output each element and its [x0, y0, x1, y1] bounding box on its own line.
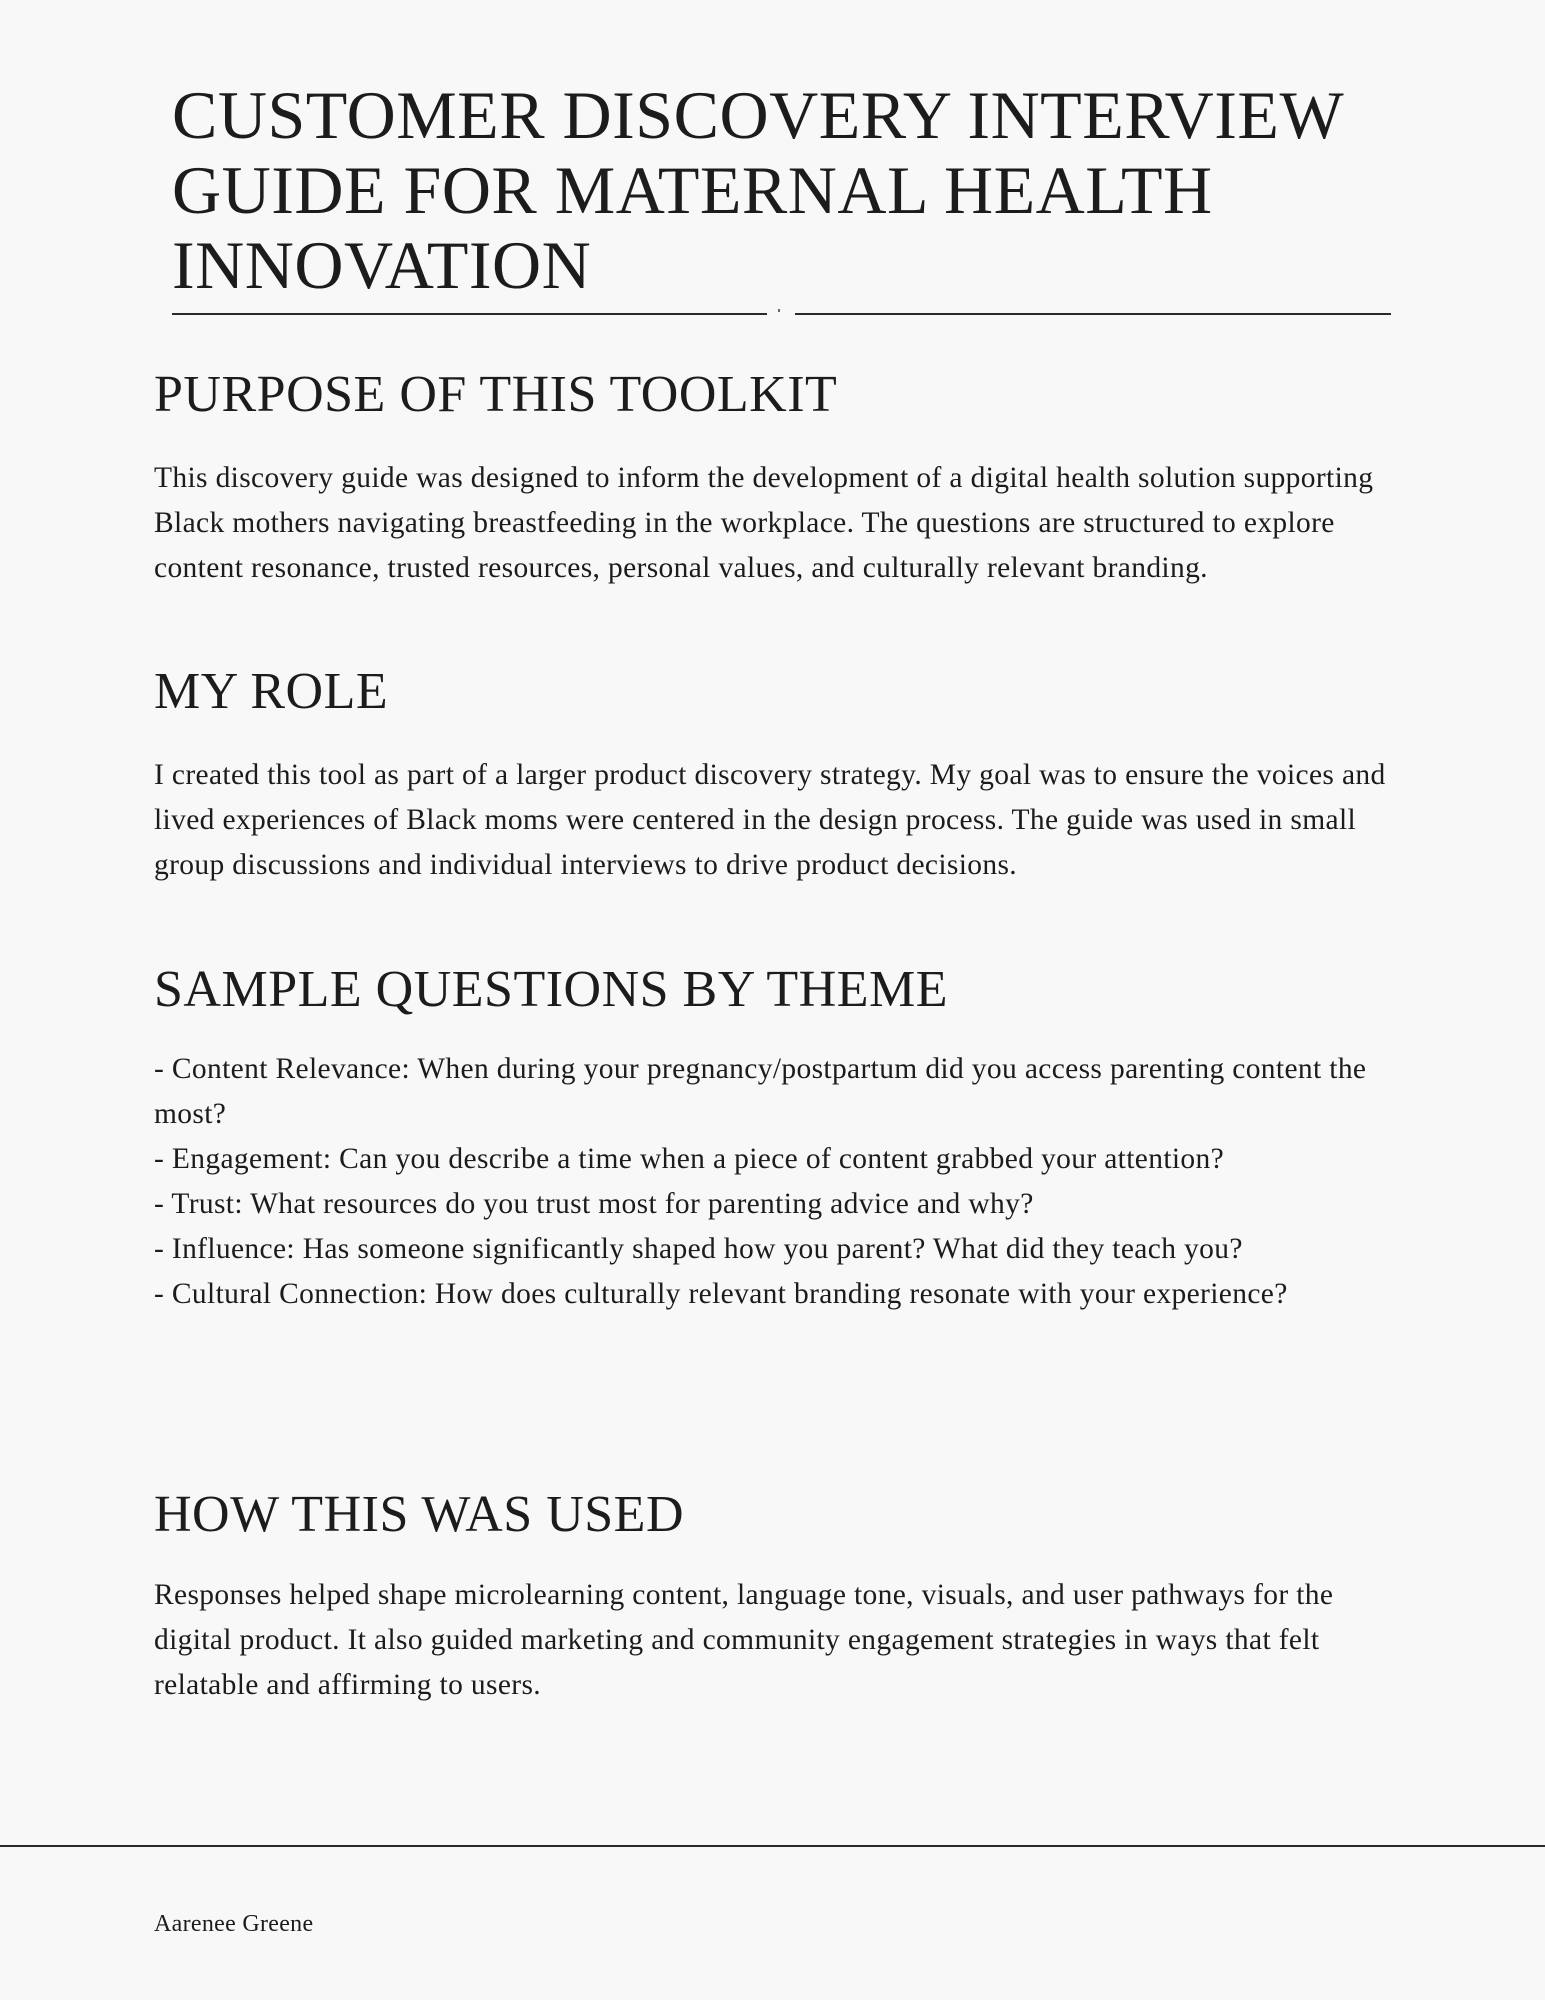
role-heading: MY ROLE [154, 663, 389, 720]
question-item: - Trust: What resources do you trust most for parenting advice and why? [154, 1188, 1034, 1220]
questions-list [154, 1047, 1404, 1317]
author-name: Aarenee Greene [154, 1911, 314, 1937]
footer-divider [0, 1845, 1545, 1847]
title-divider-mark [778, 309, 780, 312]
questions-heading: SAMPLE QUESTIONS BY THEME [154, 961, 948, 1018]
question-item: - Influence: Has someone significantly shaped how you parent? What did they teach you? [154, 1233, 1243, 1265]
question-item: - Content Relevance: When during your pregnancy/postpartum did you access parenting content the most? [154, 1053, 1367, 1130]
title-divider-left [172, 313, 767, 315]
question-item: - Cultural Connection: How does culturally relevant branding resonate with your experience? [154, 1278, 1288, 1310]
title-divider-right [795, 313, 1391, 315]
usage-heading: HOW THIS WAS USED [154, 1486, 684, 1543]
page-title: CUSTOMER DISCOVERY INTERVIEW GUIDE FOR MATERNAL HEALTH INNOVATION [172, 77, 1343, 303]
usage-body: Responses helped shape microlearning content, language tone, visuals, and user pathways for the digital product. It also guided marketing and community engagement strategies in ways that felt relatable and affirming to users. [154, 1579, 1334, 1701]
purpose-body: This discovery guide was designed to inform the development of a digital health solution supporting Black mothers navigating breastfeeding in the workplace. The questions are structured to explore content resonance, trusted resources, personal values, and culturally relevant branding. [154, 462, 1374, 584]
question-item: - Engagement: Can you describe a time when a piece of content grabbed your attention? [154, 1143, 1225, 1175]
purpose-heading: PURPOSE OF THIS TOOLKIT [154, 366, 838, 423]
role-body: I created this tool as part of a larger product discovery strategy. My goal was to ensure the voices and lived experiences of Black moms were centered in the design process. The guide was used in small group discussions and individual interviews to drive product decisions. [154, 759, 1386, 881]
